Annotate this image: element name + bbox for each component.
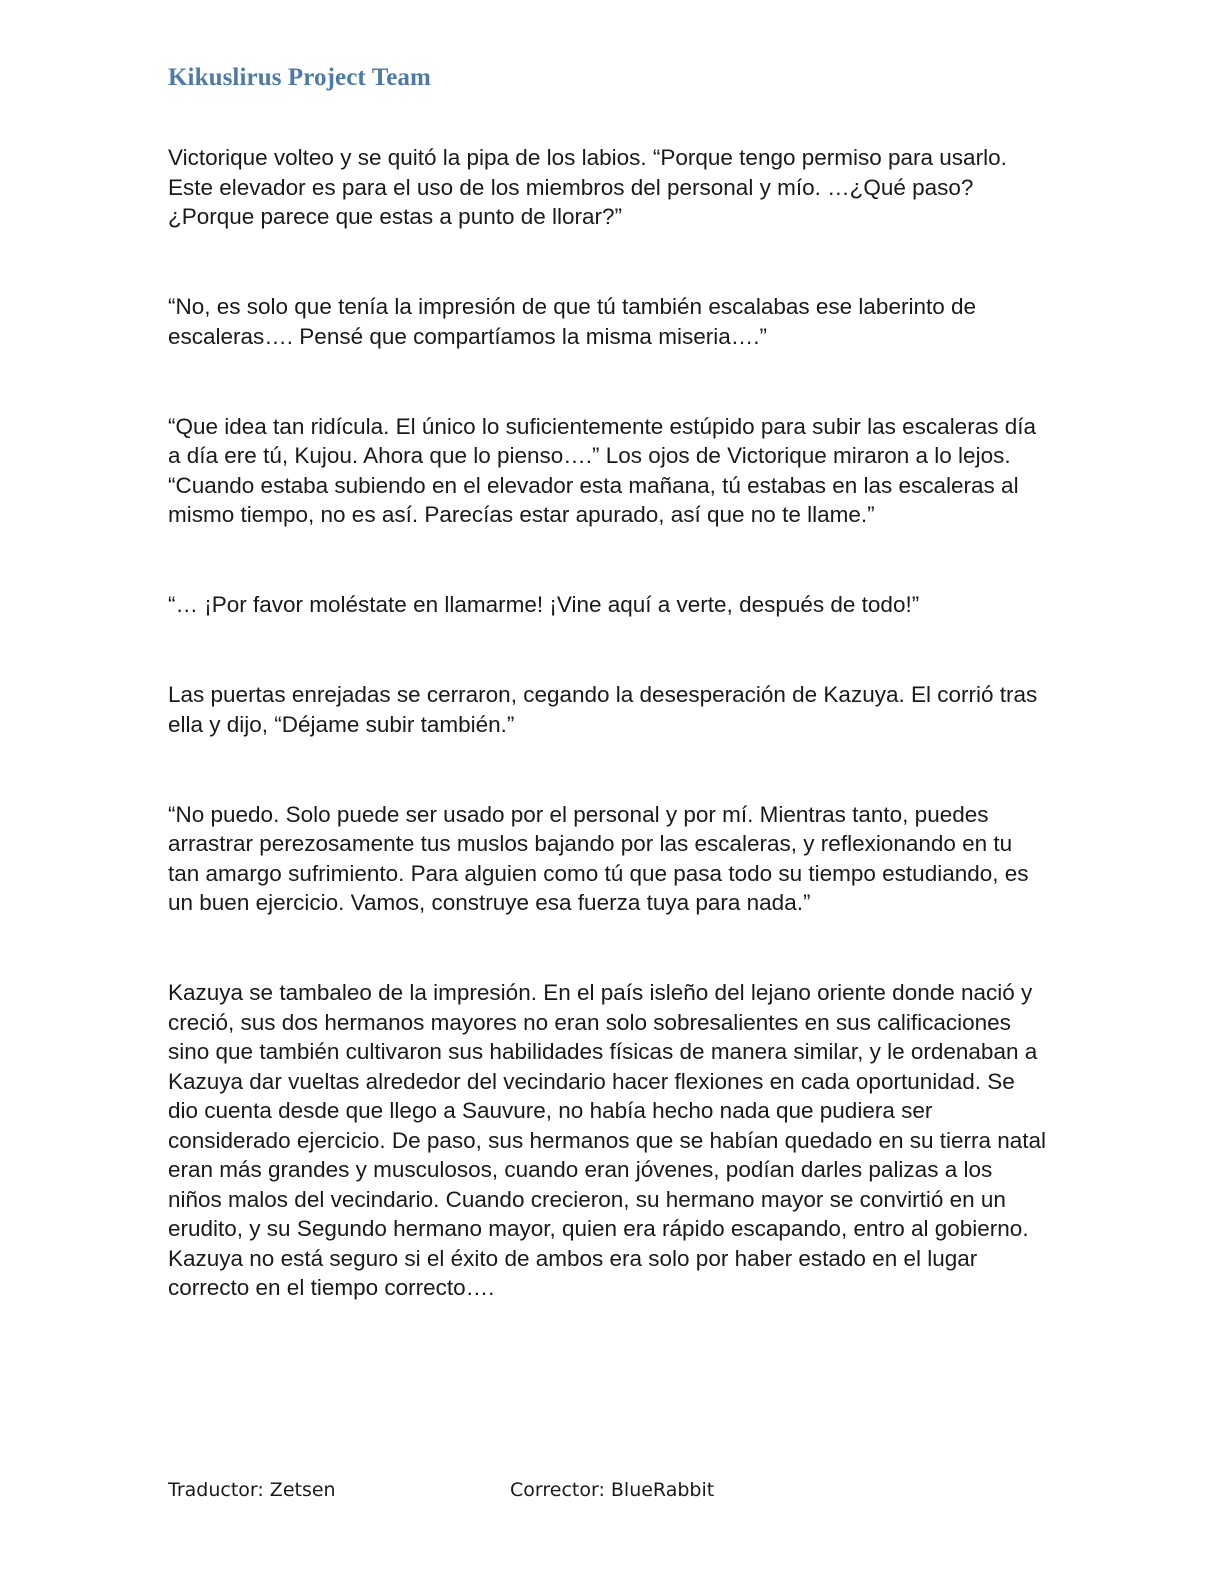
paragraph-7: Kazuya se tambaleo de la impresión. En el país isleño del lejano oriente donde nació y creció, sus dos hermanos mayores no eran solo sobresalientes en sus calificaciones sino que también cultivaron sus habilidades físicas de manera similar, y le ordenaban a Kazuya dar vueltas alrededor del vecindario hacer flexiones en cada oportunidad. Se dio cuenta desde que llego a Sauvure, no había hecho nada que pudiera ser considerado ejercicio. De paso, sus hermanos que se habían quedado en su tierra natal eran más grandes y musculosos, cuando eran jóvenes, podían darles palizas a los niños malos del vecindario. Cuando crecieron, su hermano mayor se convirtió en un erudito, y su Segundo hermano mayor, quien era rápido escapando, entro al gobierno. Kazuya no está seguro si el éxito de ambos era solo por haber estado en el lugar correcto en el tiempo correcto…. (168, 980, 1047, 1300)
document-body (168, 143, 1048, 1363)
page-footer (0, 1479, 1224, 1507)
paragraph-4: “… ¡Por favor moléstate en llamarme! ¡Vine aquí a verte, después de todo!” (168, 592, 920, 617)
footer-translator: Traductor: Zetsen (168, 1479, 336, 1501)
paragraph-6: “No puedo. Solo puede ser usado por el personal y por mí. Mientras tanto, puedes arrastrar perezosamente tus muslos bajando por las escaleras, y reflexionando en tu tan amargo sufrimiento. Para alguien como tú que pasa todo su tiempo estudiando, es un buen ejercicio. Vamos, construye esa fuerza tuya para nada.” (168, 801, 1029, 915)
footer-proofreader: Corrector: BlueRabbit (510, 1479, 715, 1501)
paragraph-5: Las puertas enrejadas se cerraron, cegando la desesperación de Kazuya. El corrió tras ella y dijo, “Déjame subir también.” (168, 682, 1038, 737)
paragraph-1: Victorique volteo y se quitó la pipa de los labios. “Porque tengo permiso para usarlo. Este elevador es para el uso de los miembros del personal y mío. …¿Qué paso? ¿Porque parece que estas a punto de llorar?” (168, 145, 1007, 229)
paragraph-3: “Que idea tan ridícula. El único lo suficientemente estúpido para subir las escaleras día a día ere tú, Kujou. Ahora que lo pienso….” Los ojos de Victorique miraron a lo lejos. “Cuando estaba subiendo en el elevador esta mañana, tú estabas en las escaleras al mismo tiempo, no es así. Parecías estar apurado, así que no te llame.” (168, 413, 1036, 527)
paragraph-2: “No, es solo que tenía la impresión de que tú también escalabas ese laberinto de escaleras…. Pensé que compartíamos la misma miseria….” (168, 294, 977, 349)
page-header-title: Kikuslirus Project Team (168, 64, 431, 91)
